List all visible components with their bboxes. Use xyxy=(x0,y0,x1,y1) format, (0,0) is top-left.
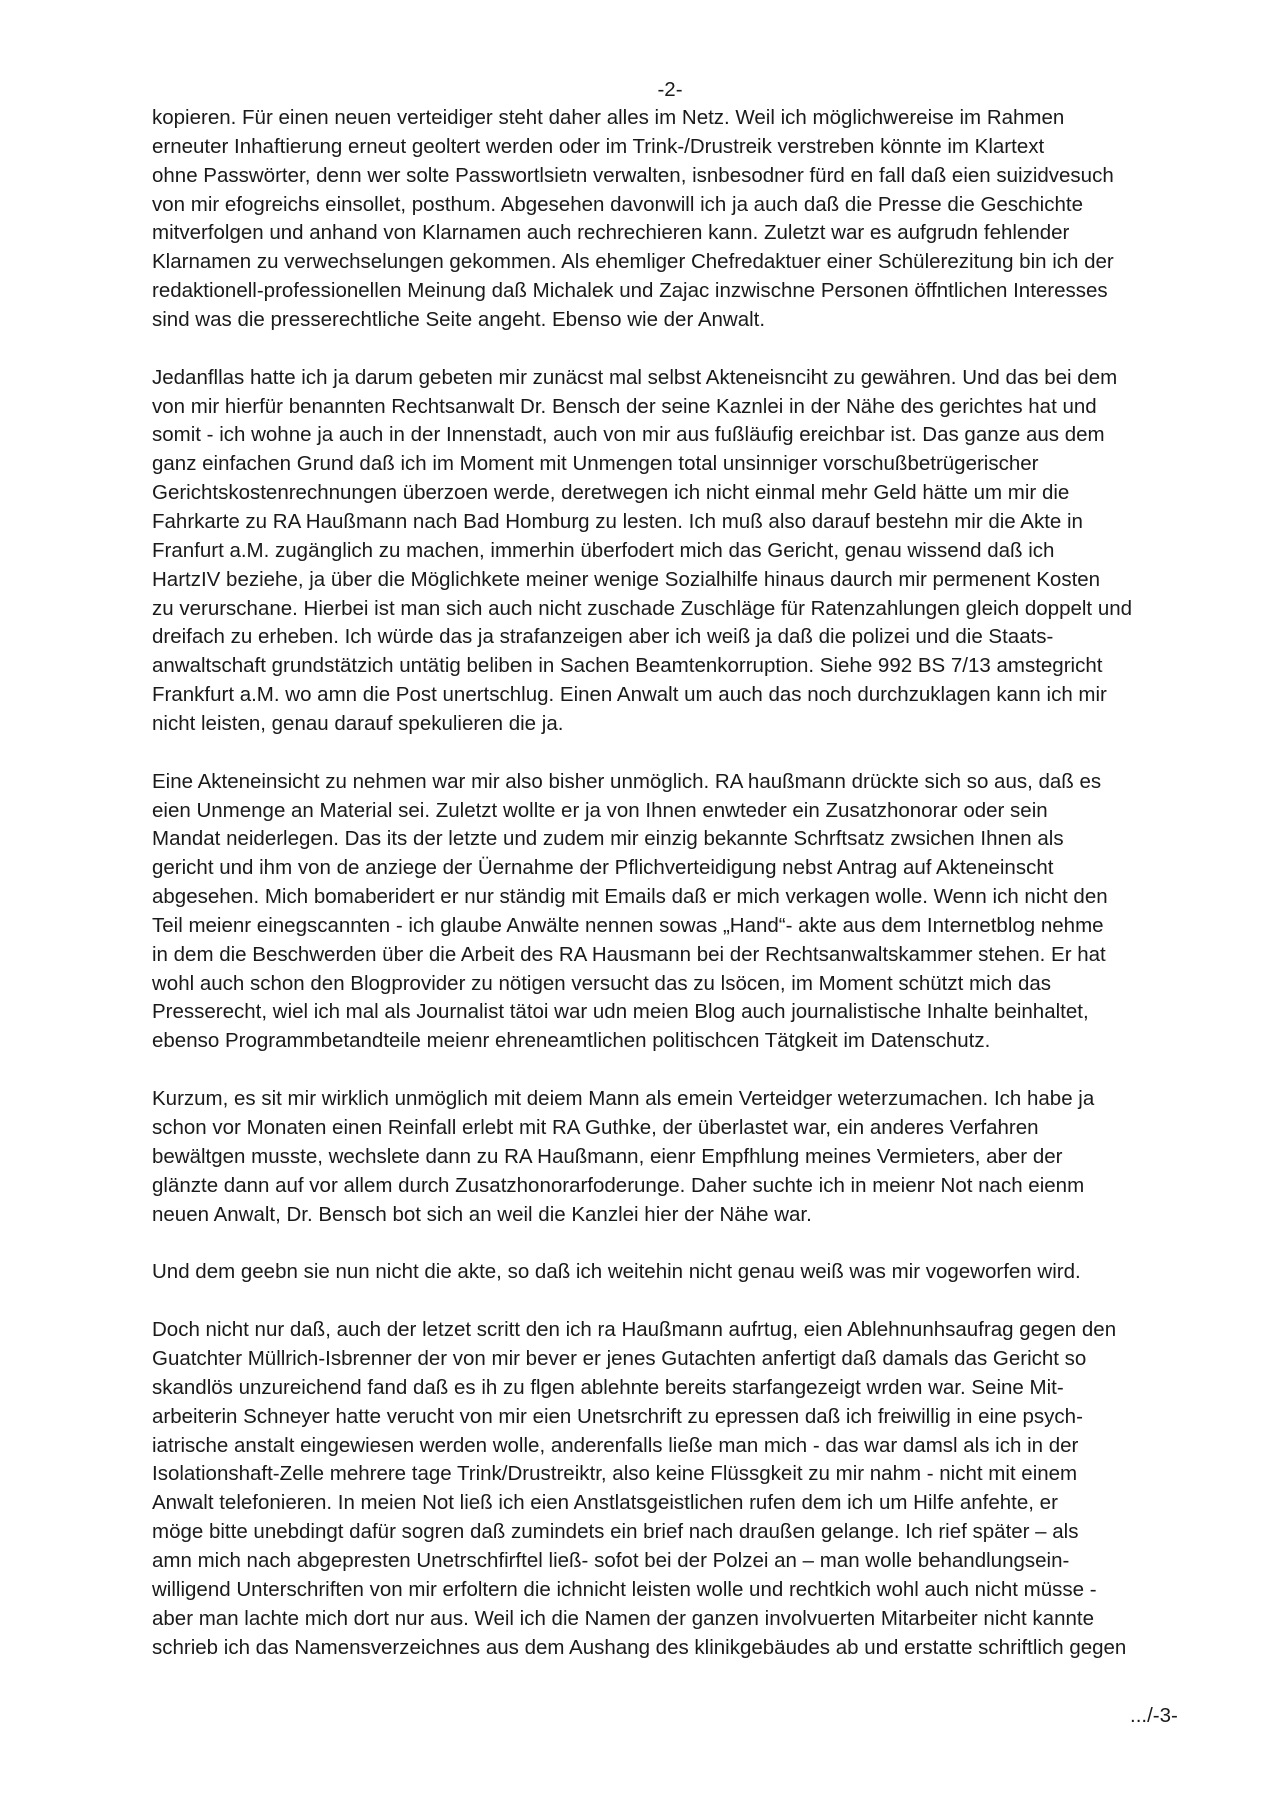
paragraph-3: Eine Akteneinsicht zu nehmen war mir also bisher unmöglich. RA haußmann drückte sich so aus, daß es eien Unmenge an Material sei. Zuletzt wollte er ja von Ihnen enwteder ein Zusatzhonorar oder sein Mandat neiderlegen. Das its der letzte und zudem mir einzig bekannte Schrftsatz zwsichen Ihnen als gericht und ihm von de anziege der Üernahme der Pflichverteidigung nebst Antrag auf Akteneinscht abgesehen. Mich bomaberidert er nur ständig mit Emails daß er mich verkagen wolle. Wenn ich nicht den Teil meienr einegscannten - ich glaube Anwälte nennen sowas „Hand“- akte aus dem Internetblog nehme in dem die Beschwerden über die Arbeit des RA Hausmann bei der Rechtsanwaltskammer stehen. Er hat wohl auch schon den Blogprovider zu nötigen versucht das zu lsöcen, im Moment schützt mich das Presserecht, wiel ich mal als Journalist tätoi war udn meien Blog auch journalistische Inhalte beinhaltet, ebenso Programmbetandteile meienr ehreneamtlichen politischcen Tätgkeit im Datenschutz. xyxy=(152,769,1108,1053)
page-number: -2- xyxy=(657,78,683,101)
continuation-marker: .../-3- xyxy=(1130,1704,1178,1727)
paragraph-4: Kurzum, es sit mir wirklich unmöglich mit deiem Mann als emein Verteidger weterzumachen. Ich habe ja schon vor Monaten einen Reinfall erlebt mit RA Guthke, der überlastet war, ein anderes Verfahren bewältgen musste, wechslete dann zu RA Haußmann, eienr Empfhlung meines Vermieters, aber der glänzte dann auf vor allem durch Zusatzhonorarfoderunge. Daher suchte ich in meienr Not nach eienm neuen Anwalt, Dr. Bensch bot sich an weil die Kanzlei hier der Nähe war. xyxy=(152,1087,1095,1226)
paragraph-1: kopieren. Für einen neuen verteidiger steht daher alles im Netz. Weil ich möglichwereise im Rahmen erneuter Inhaftierung erneut geoltert werden oder im Trink-/Drustreik verstreben könnte im Klartext ohne Passwörter, denn wer solte Passwortlsietn verwalten, isnbesodner fürd en fall daß eien suizidvesuch von mir efogreichs einsollet, posthum. Abgesehen davonwill ich ja auch daß die Presse die Geschichte mitverfolgen und anhand von Klarnamen auch rechrechieren kann. Zuletzt war es aufgrudn fehlender Klarnamen zu verwechselungen gekommen. Als ehemliger Chefredaktuer einer Schülerezitung bin ich der redaktionell-professionellen Meinung daß Michalek und Zajac inzwischne Personen öffntlichen Interesses sind was die presserechtliche Seite angeht. Ebenso wie der Anwalt. xyxy=(152,106,1114,331)
letter-body xyxy=(152,104,1202,1662)
paragraph-6: Doch nicht nur daß, auch der letzet scritt den ich ra Haußmann aufrtug, eien Ablehnunhsaufrag gegen den Guatchter Müllrich-Isbrenner der von mir bever er jenes Gutachten anfertigt daß damals das Gericht so skandlös unzureichend fand daß es ih zu flgen ablehnte bereits starfangezeigt wrden war. Seine Mit- arbeiterin Schneyer hatte verucht von mir eien Unetsrchrift zu epressen daß ich freiwillig in eine psych- iatrische anstalt eingewiesen werden wolle, anderenfalls ließe man mich - das war damsl als ich in der Isolationshaft-Zelle mehrere tage Trink/Drustreiktr, also keine Flüssgkeit zu mir nahm - nicht mit einem Anwalt telefonieren. In meien Not ließ ich eien Anstlatsgeistlichen rufen dem ich um Hilfe anfehte, er möge bitte unebdingt dafür sogren daß zumindets ein brief nach draußen gelange. Ich rief später – als amn mich nach abgepresten Unetrschfirftel ließ- sofot bei der Polzei an – man wolle behandlungsein- willigend Unterschriften von mir erfoltern die ichnicht leisten wolle und rechtkich wohl auch nicht müsse - aber man lachte mich dort nur aus. Weil ich die Namen der ganzen involvuerten Mitarbeiter nicht kannte schrieb ich das Namensverzeichnes aus dem Aushang des klinikgebäudes ab und erstatte schriftlich gegen xyxy=(152,1318,1127,1659)
paragraph-5: Und dem geebn sie nun nicht die akte, so daß ich weitehin nicht genau weiß was mir vogeworfen wird. xyxy=(152,1260,1081,1284)
paragraph-2: Jedanfllas hatte ich ja darum gebeten mir zunäcst mal selbst Akteneisnciht zu gewähren. Und das bei dem von mir hierfür benannten Rechtsanwalt Dr. Bensch der seine Kaznlei in der Nähe des gerichtes hat und somit - ich wohne ja auch in der Innenstadt, auch von mir aus fußläufig ereichbar ist. Das ganze aus dem ganz einfachen Grund daß ich im Moment mit Unmengen total unsinniger vorschußbetrügerischer Gerichtskostenrechnungen überzoen werde, deretwegen ich nicht einmal mehr Geld hätte um mir die Fahrkarte zu RA Haußmann nach Bad Homburg zu lesten. Ich muß also darauf bestehn mir die Akte in Franfurt a.M. zugänglich zu machen, immerhin überfodert mich das Gericht, genau wissend daß ich HartzIV beziehe, ja über die Möglichkete meiner wenige Sozialhilfe hinaus daurch mir permenent Kosten zu verurschane. Hierbei ist man sich auch nicht zuschade Zuschläge für Ratenzahlungen gleich doppelt und dreifach zu erheben. Ich würde das ja strafanzeigen aber ich weiß ja daß die polizei und die Staats- anwaltschaft grundstätzich untätig beliben in Sachen Beamtenkorruption. Siehe 992 BS 7/13 amstegricht Frankfurt a.M. wo amn die Post unertschlug. Einen Anwalt um auch das noch durchzuklagen kann ich mir nicht leisten, genau darauf spekulieren die ja. xyxy=(152,365,1133,735)
